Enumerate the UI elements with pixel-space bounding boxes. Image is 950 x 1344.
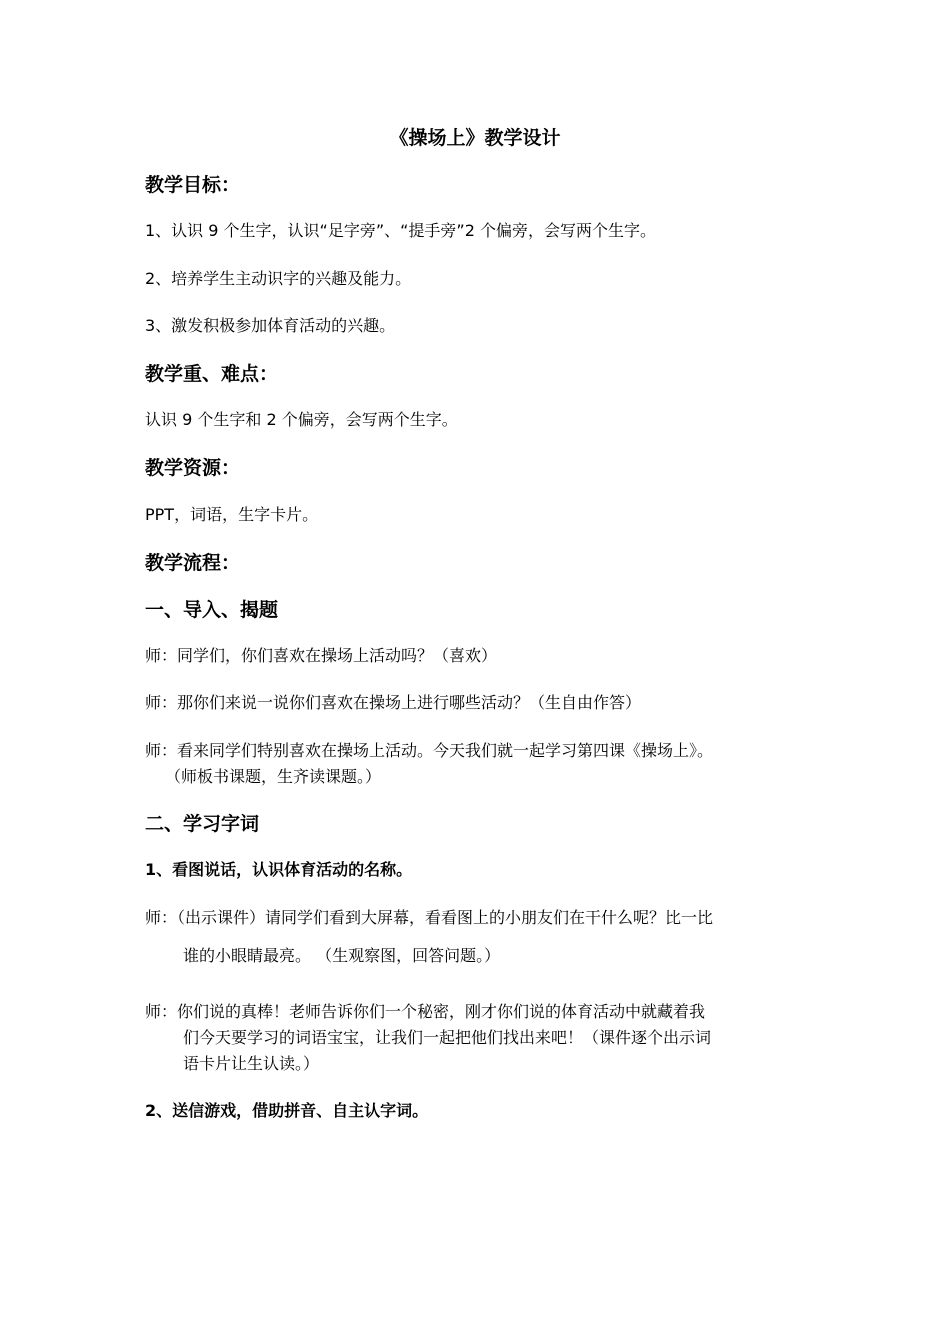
- goal-item-1: 1、认识 9 个生字，认识“足字旁”、“提手旁”2 个偏旁，会写两个生字。: [145, 221, 656, 240]
- key-points-heading: 教学重、难点：: [145, 363, 279, 385]
- section-1-heading: 一、导入、揭题: [145, 599, 279, 621]
- resources-heading: 教学资源：: [145, 457, 241, 479]
- goal-item-2: 2、培养学生主动识字的兴趣及能力。: [145, 269, 412, 288]
- resources-text: PPT，词语，生字卡片。: [145, 505, 319, 524]
- section-2-paragraph-1: [145, 904, 815, 970]
- subsection-2-heading: 2、送信游戏，借助拼音、自主认字词。: [145, 1101, 429, 1120]
- section-1-paragraph-1: 师：同学们，你们喜欢在操场上活动吗？（喜欢）: [145, 646, 498, 665]
- key-points-text: 认识 9 个生字和 2 个偏旁，会写两个生字。: [145, 410, 458, 429]
- section-1-paragraph-3: [145, 738, 815, 790]
- goals-heading: 教学目标：: [145, 174, 241, 196]
- process-heading: 教学流程：: [145, 552, 241, 574]
- paragraph-line: （师板书课题，生齐读课题。）: [165, 767, 382, 786]
- paragraph-line: 谁的小眼睛最亮。 （生观察图，回答问题。）: [183, 946, 501, 965]
- paragraph-line: 们今天要学习的词语宝宝，让我们一起把他们找出来吧！（课件逐个出示词: [183, 1028, 712, 1047]
- section-1-paragraph-2: 师：那你们来说一说你们喜欢在操场上进行哪些活动？（生自由作答）: [145, 693, 642, 712]
- paragraph-line: 师：你们说的真棒！老师告诉你们一个秘密，刚才你们说的体育活动中就藏着我: [145, 1002, 706, 1021]
- goal-item-3: 3、激发积极参加体育活动的兴趣。: [145, 316, 396, 335]
- subsection-1-heading: 1、看图说话，认识体育活动的名称。: [145, 860, 413, 879]
- section-2-paragraph-2: [145, 999, 815, 1077]
- section-2-heading: 二、学习字词: [145, 813, 260, 835]
- paragraph-line: 语卡片让生认读。）: [183, 1054, 320, 1073]
- document-title: 《操场上》教学设计: [389, 127, 561, 149]
- paragraph-line: 师：（出示课件）请同学们看到大屏幕，看看图上的小朋友们在干什么呢？比一比: [145, 908, 714, 927]
- paragraph-line: 师：看来同学们特别喜欢在操场上活动。今天我们就一起学习第四课《操场上》。: [145, 741, 714, 760]
